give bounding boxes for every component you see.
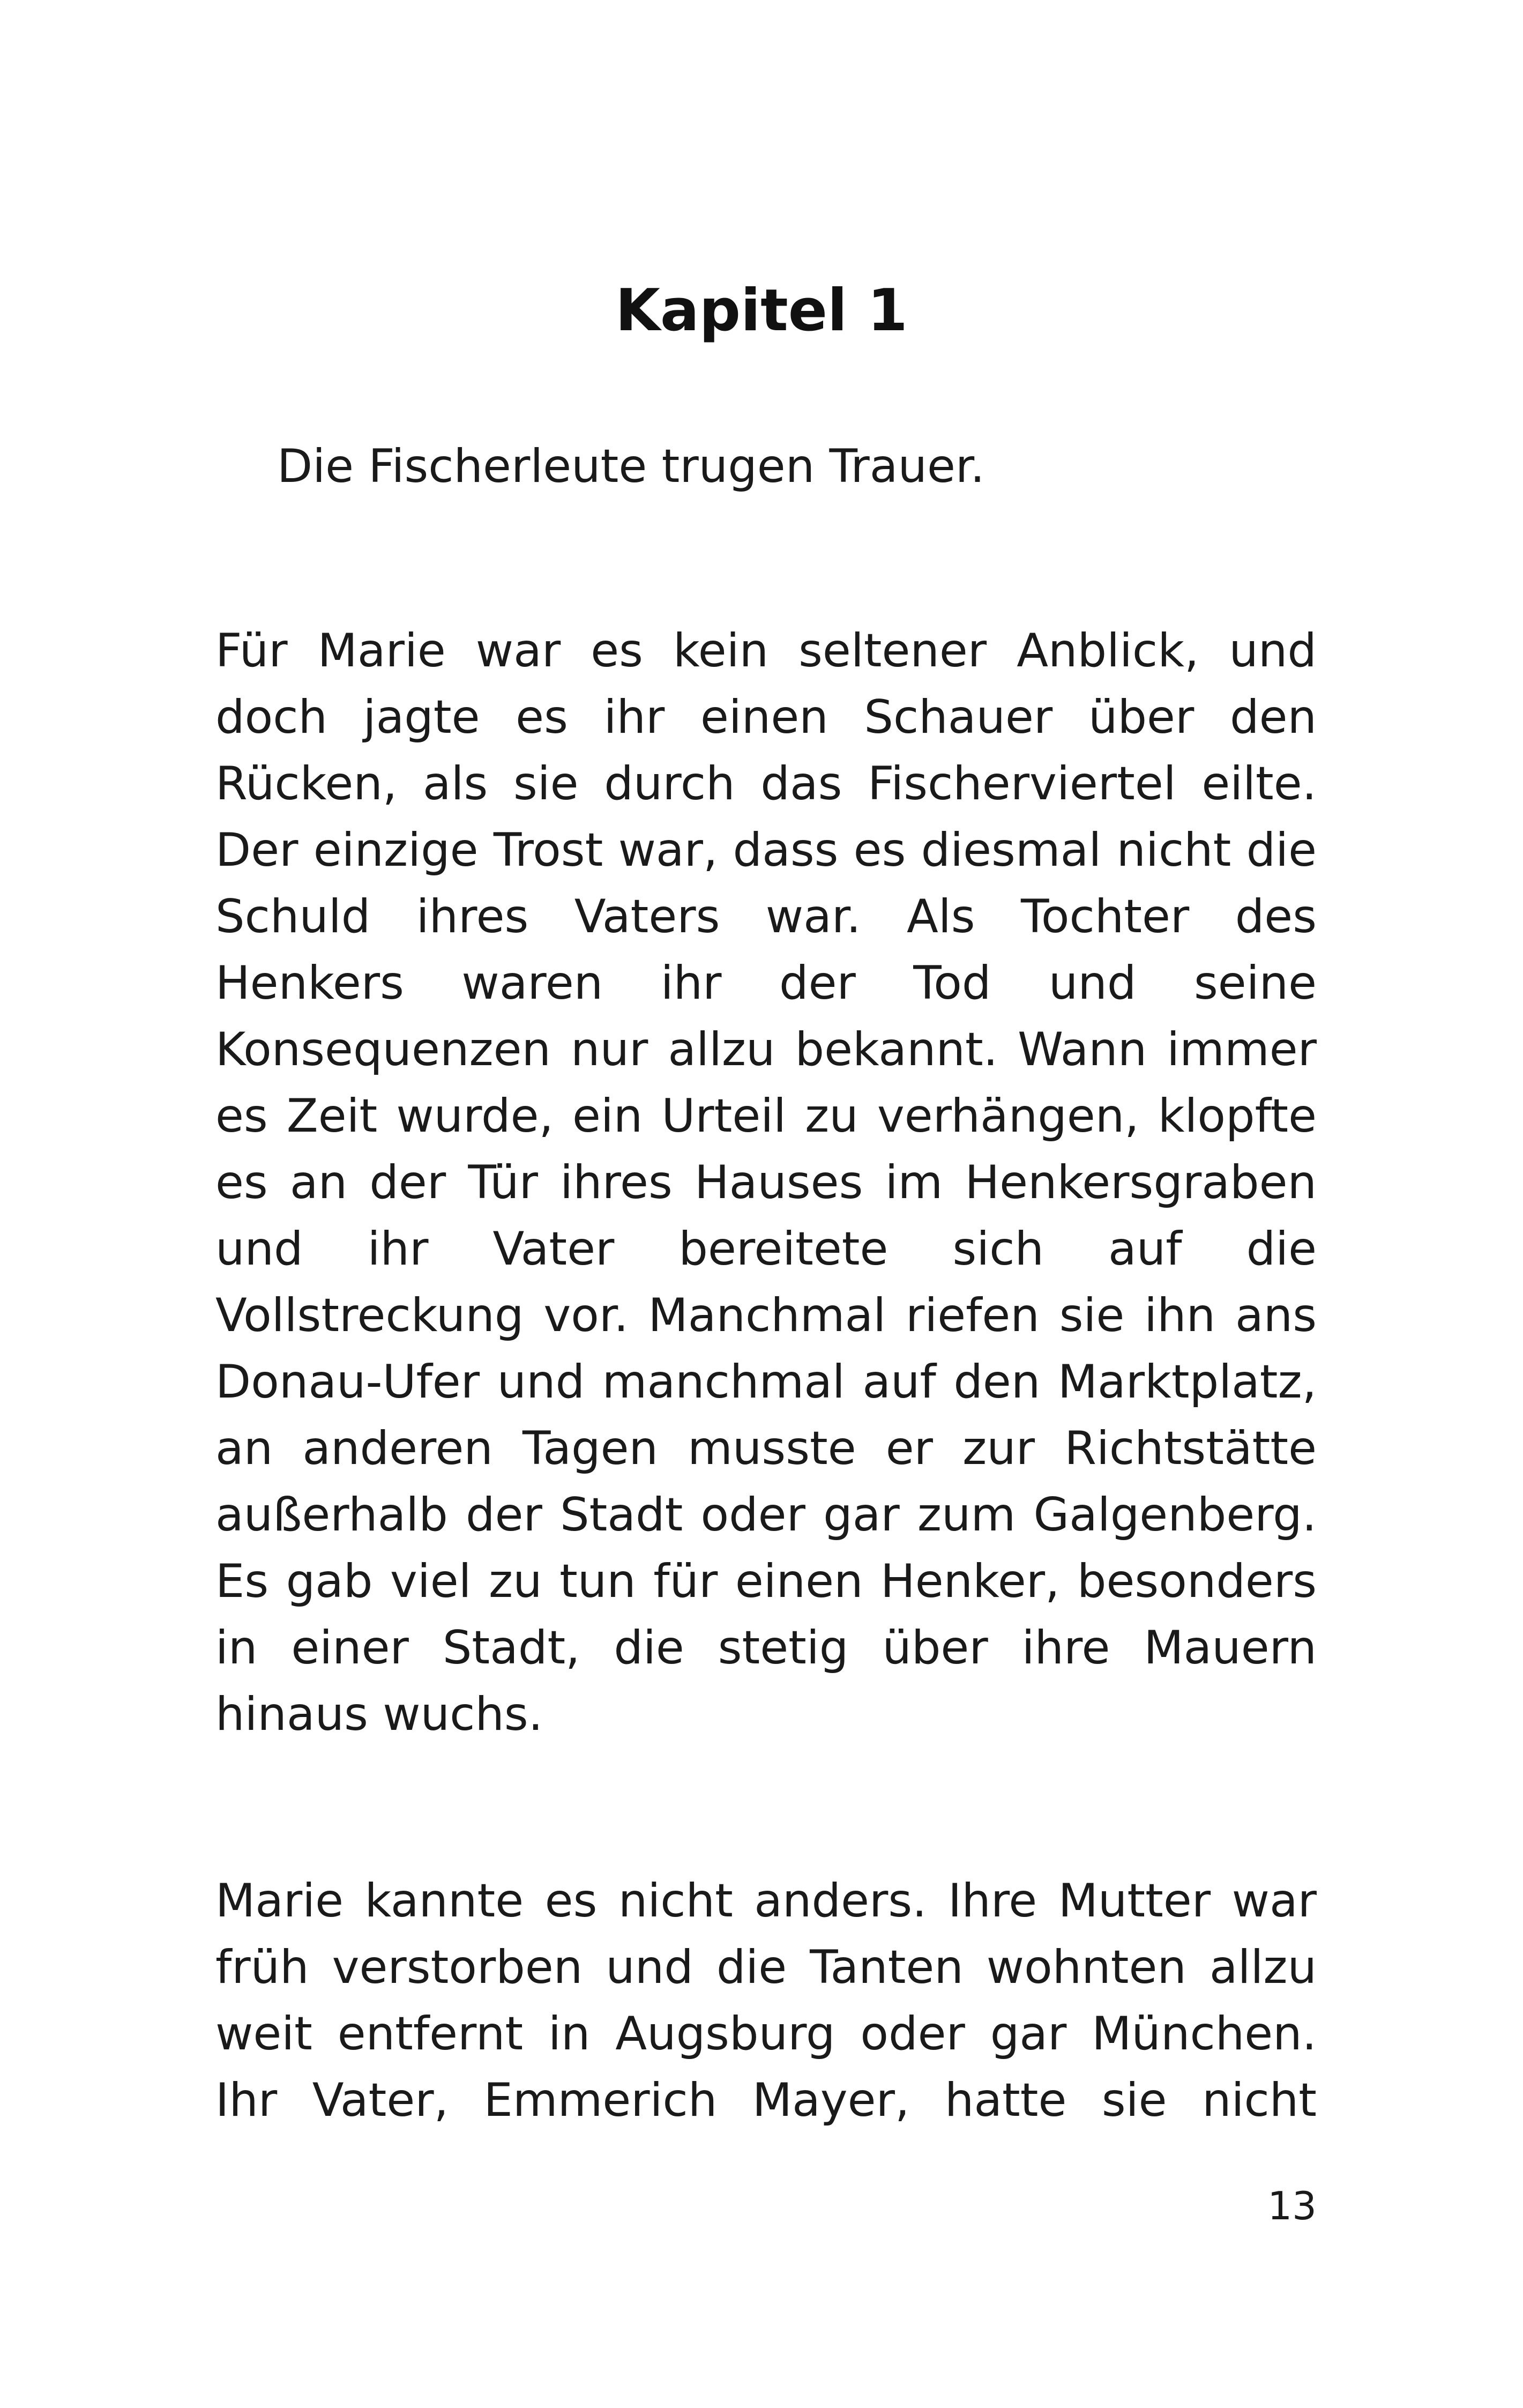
paragraph-line: an anderen Tagen musste er zur Richtstätte bbox=[215, 1422, 1317, 1475]
paragraph-line: Der einzige Trost war, dass es diesmal nicht die bbox=[215, 823, 1317, 877]
paragraph-line: Vollstreckung vor. Manchmal riefen sie ihn ans bbox=[215, 1289, 1317, 1342]
paragraph-line: außerhalb der Stadt oder gar zum Galgenberg. bbox=[215, 1488, 1317, 1542]
paragraph-line: doch jagte es ihr einen Schauer über den bbox=[215, 690, 1317, 744]
paragraph-line: es Zeit wurde, ein Urteil zu verhängen, klopfte bbox=[215, 1089, 1317, 1143]
page-number: 13 bbox=[1267, 2183, 1317, 2228]
paragraph-line: Marie kannte es nicht anders. Ihre Mutter war bbox=[215, 1874, 1317, 1928]
chapter-title: Kapitel 1 bbox=[615, 277, 908, 344]
paragraph-line: Schuld ihres Vaters war. Als Tochter des bbox=[215, 890, 1317, 943]
paragraph-line: früh verstorben und die Tanten wohnten allzu bbox=[215, 1941, 1317, 1994]
paragraph-line: Rücken, als sie durch das Fischerviertel eilte. bbox=[215, 757, 1317, 811]
paragraph-2 bbox=[215, 1868, 1317, 2134]
paragraph-line: Für Marie war es kein seltener Anblick, und bbox=[215, 624, 1317, 678]
paragraph-line: und ihr Vater bereitete sich auf die bbox=[215, 1222, 1317, 1276]
paragraph-line: Es gab viel zu tun für einen Henker, besonders bbox=[215, 1555, 1317, 1608]
paragraph-line: es an der Tür ihres Hauses im Henkersgraben bbox=[215, 1156, 1317, 1209]
opening-line: Die Fischerleute trugen Trauer. bbox=[277, 440, 985, 493]
paragraph-line: Donau-Ufer und manchmal auf den Marktplatz, bbox=[215, 1355, 1317, 1409]
paragraph-line: weit entfernt in Augsburg oder gar München. bbox=[215, 2007, 1317, 2061]
paragraph-1 bbox=[215, 618, 1317, 1748]
paragraph-line: hinaus wuchs. bbox=[215, 1688, 543, 1741]
paragraph-line: Konsequenzen nur allzu bekannt. Wann immer bbox=[215, 1023, 1317, 1076]
paragraph-line: Ihr Vater, Emmerich Mayer, hatte sie nicht bbox=[215, 2073, 1317, 2127]
paragraph-line: Henkers waren ihr der Tod und seine bbox=[215, 956, 1317, 1010]
paragraph-line: in einer Stadt, die stetig über ihre Mauern bbox=[215, 1621, 1317, 1675]
